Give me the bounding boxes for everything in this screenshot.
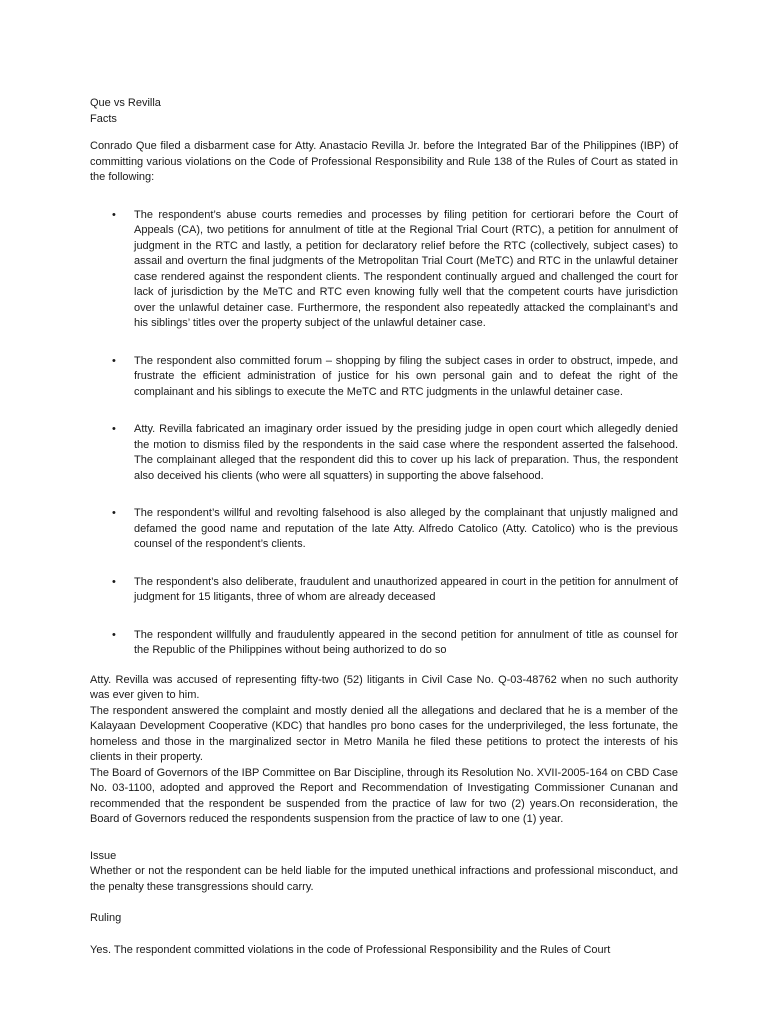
- bullet-icon: •: [112, 208, 116, 221]
- list-item-text: The respondent’s abuse courts remedies and processes by filing petition for certiorari before the Court of Appeals (CA), two petitions for annulment of title at the Regional Trial Court (RTC), a petition for annulment of judgment in the RTC and lastly, a petition for declaratory relief before the RTC (collectively, subject cases) to assail and overturn the final judgments of the Metropolitan Trial Court (MeTC) and RTC in the unlawful detainer case rendered against the respondent clients. The respondent continually argued and challenged the court for lack of jurisdiction by the MeTC and RTC even knowing fully well that the competent courts have jurisdiction over the unlawful detainer case. Furthermore, the respondent also repeatedly attacked the complainant’s and his siblings’ titles over the property subject of the unlawful detainer case.: [134, 208, 678, 329]
- issue-paragraph: Whether or not the respondent can be held liable for the imputed unethical infractions and professional misconduct, and the penalty these transgressions should carry.: [90, 865, 678, 893]
- list-item-text: Atty. Revilla fabricated an imaginary order issued by the presiding judge in open court which allegedly denied the motion to dismiss filed by the respondents in the said case where the respondent asserted the falsehood. The complainant alleged that the respondent did this to cover up his lack of preparation. Thus, the respondent also deceived his clients (who were all squatters) in supporting the above falsehood.: [134, 423, 678, 482]
- bullet-icon: •: [112, 423, 116, 435]
- intro-paragraph: Conrado Que filed a disbarment case for Atty. Anastacio Revilla Jr. before the Integrated Bar of the Philippines (IBP) of committing various violations on the Code of Professional Responsibility and Rule 138 of the Rules of Court as stated in the following:: [90, 140, 678, 183]
- document-page: [90, 96, 678, 958]
- issue-heading: Issue: [90, 849, 117, 862]
- facts-heading: Facts: [90, 112, 117, 125]
- ruling-paragraph: Yes. The respondent committed violations in the code of Professional Responsibility and the Rules of Court: [90, 943, 611, 956]
- document-title: Que vs Revilla: [90, 97, 161, 109]
- accused-paragraph: Atty. Revilla was accused of representing fifty-two (52) litigants in Civil Case No. Q-03-48762 when no such authority was ever given to him.: [90, 673, 678, 701]
- bullet-icon: •: [112, 507, 116, 519]
- list-item: [90, 628, 678, 659]
- list-item: [90, 354, 678, 401]
- list-item-text: The respondent’s willful and revolting falsehood is also alleged by the complainant that unjustly maligned and defamed the good name and reputation of the late Atty. Alfredo Catolico (Atty. Catolico) who is the previous counsel of the respondent’s clients.: [134, 507, 678, 550]
- list-item-text: The respondent also committed forum – shopping by filing the subject cases in order to obstruct, impede, and frustrate the efficient administration of justice for his own personal gain and to defeat the right of the complainant and his siblings to execute the MeTC and RTC judgments in the unlawful detainer case.: [134, 354, 678, 398]
- answer-paragraph: The respondent answered the complaint and mostly denied all the allegations and declared that he is a member of the Kalayaan Development Cooperative (KDC) that handles pro bono cases for the underprivileged, the less fortunate, the homeless and those in the marginalized sector in Metro Manila he filed these petitions to protect the interests of his clients in their property.: [90, 704, 678, 763]
- board-paragraph: The Board of Governors of the IBP Committee on Bar Discipline, through its Resolution No. XVII-2005-164 on CBD Case No. 03-1100, adopted and approved the Report and Recommendation of Investigating Commissioner Cunanan and recommended that the respondent be suspended from the practice of law for two (2) years.On reconsideration, the Board of Governors reduced the respondents suspension from the practice of law to one (1) year.: [90, 766, 678, 825]
- list-item: [90, 208, 678, 332]
- bullet-icon: •: [112, 628, 116, 641]
- list-item: [90, 575, 678, 606]
- bullet-icon: •: [112, 354, 116, 367]
- list-item-text: The respondent willfully and fraudulently appeared in the second petition for annulment of title as counsel for the Republic of the Philippines without being authorized to do so: [134, 628, 678, 656]
- list-item: [90, 422, 678, 484]
- list-item-text: The respondent’s also deliberate, fraudulent and unauthorized appeared in court in the petition for annulment of judgment for 15 litigants, three of whom are already deceased: [134, 575, 678, 603]
- bullet-icon: •: [112, 575, 116, 588]
- list-item: [90, 506, 678, 553]
- ruling-heading: Ruling: [90, 912, 122, 924]
- violations-list: [90, 208, 678, 659]
